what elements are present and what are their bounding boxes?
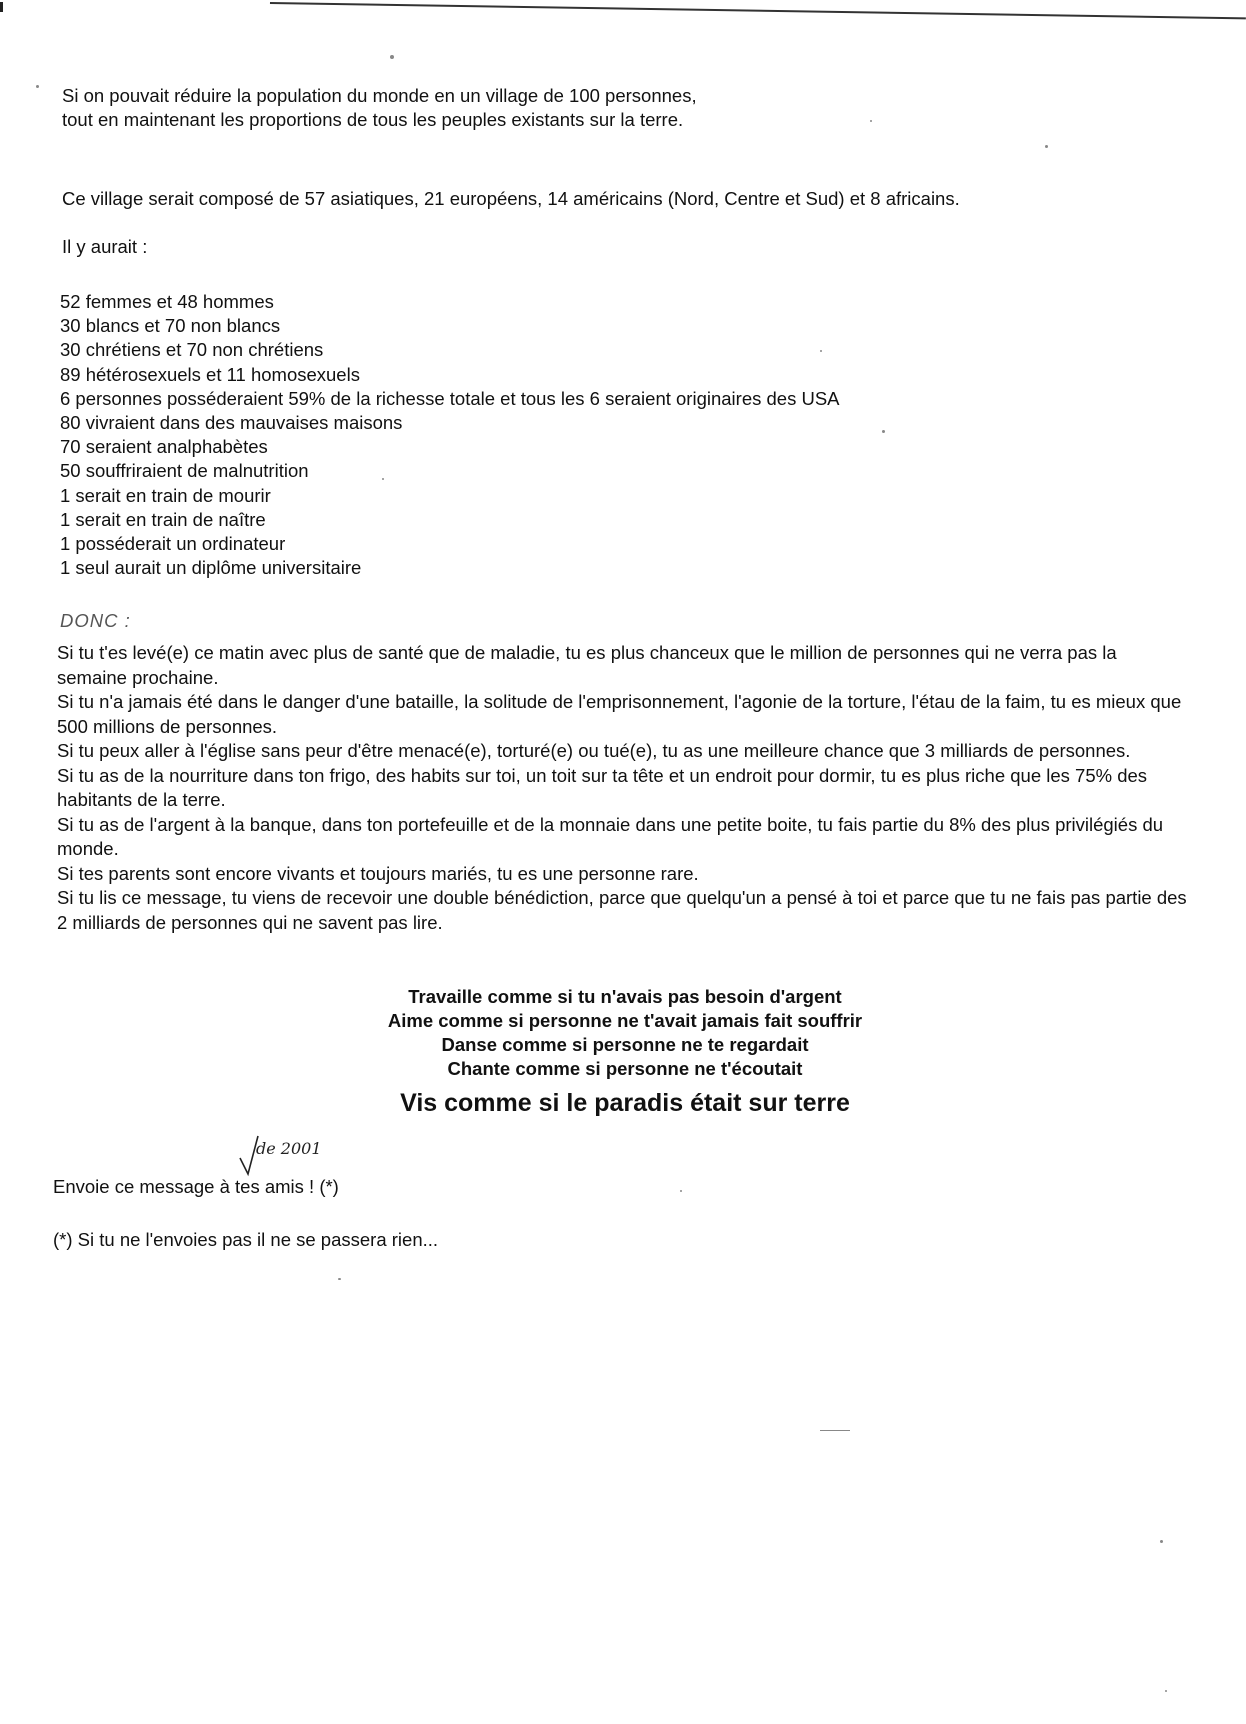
handwritten-note-text: de 2001 bbox=[256, 1139, 322, 1158]
scan-speck bbox=[820, 1430, 850, 1431]
intro-line-2: tout en maintenant les proportions de tous les peuples existants sur la terre. bbox=[62, 109, 684, 130]
motto-line: Chante comme si personne ne t'écoutait bbox=[447, 1058, 803, 1079]
il-y-aurait-heading: Il y aurait : bbox=[62, 236, 148, 257]
scan-speck bbox=[390, 55, 394, 59]
donc-paragraph: Si tu t'es levé(e) ce matin avec plus de santé que de maladie, tu es plus chanceux que le million de personnes qui ne verra pas la semaine prochaine. bbox=[57, 642, 1117, 688]
mottos-block bbox=[300, 985, 950, 1081]
stat-line: 89 hétérosexuels et 11 homosexuels bbox=[60, 363, 360, 385]
donc-paragraph: Si tu lis ce message, tu viens de recevoir une double bénédiction, parce que quelqu'un a pensé à toi et parce que tu ne fais pas partie des 2 milliards de personnes qui ne savent pas lire. bbox=[57, 887, 1187, 933]
stat-line: 80 vivraient dans des mauvaises maisons bbox=[60, 411, 403, 433]
motto-line: Danse comme si personne ne te regardait bbox=[441, 1034, 809, 1055]
donc-paragraph: Si tu as de l'argent à la banque, dans ton portefeuille et de la monnaie dans une petite boite, tu fais partie du 8% des plus privilégiés du monde. bbox=[57, 813, 1164, 859]
scan-speck bbox=[338, 1278, 341, 1280]
scan-speck bbox=[36, 85, 39, 88]
intro-paragraph bbox=[62, 84, 697, 132]
stat-line: 30 chrétiens et 70 non chrétiens bbox=[60, 339, 324, 361]
stat-line: 1 serait en train de naître bbox=[60, 508, 266, 530]
donc-paragraphs bbox=[57, 641, 1187, 935]
motto-line: Aime comme si personne ne t'avait jamais fait souffrir bbox=[387, 1010, 863, 1031]
scan-speck bbox=[882, 430, 885, 433]
donc-paragraph: Si tu peux aller à l'église sans peur d'être menacé(e), torturé(e) ou tué(e), tu as une meilleure chance que 3 milliards de personnes. bbox=[57, 740, 1131, 761]
stat-line: 52 femmes et 48 hommes bbox=[60, 291, 274, 312]
scan-speck bbox=[820, 350, 822, 352]
stat-line: 1 posséderait un ordinateur bbox=[60, 532, 286, 554]
scan-speck bbox=[870, 120, 872, 122]
donc-paragraph: Si tu as de la nourriture dans ton frigo, des habits sur toi, un toit sur ta tête et un endroit pour dormir, tu es plus riche que les 75% des habitants de la terre. bbox=[57, 764, 1148, 810]
donc-paragraph: Si tes parents sont encore vivants et toujours mariés, tu es une personne rare. bbox=[57, 862, 699, 884]
stat-line: 6 personnes posséderaient 59% de la richesse totale et tous les 6 seraient originaires des USA bbox=[60, 387, 840, 409]
motto-line: Travaille comme si tu n'avais pas besoin d'argent bbox=[408, 986, 842, 1007]
scan-speck bbox=[1165, 1690, 1167, 1692]
donc-heading: DONC : bbox=[60, 610, 131, 631]
statistics-list bbox=[60, 290, 840, 580]
stat-line: 30 blancs et 70 non blancs bbox=[60, 315, 281, 337]
stat-line: 1 serait en train de mourir bbox=[60, 484, 271, 506]
handwritten-annotation bbox=[238, 1130, 348, 1180]
scan-speck bbox=[680, 1190, 682, 1192]
stat-line: 50 souffriraient de malnutrition bbox=[60, 460, 309, 482]
final-motto: Vis comme si le paradis était sur terre bbox=[400, 1089, 850, 1117]
scan-edge-line bbox=[270, 2, 1246, 19]
scan-edge-mark bbox=[0, 2, 3, 12]
intro-line-1: Si on pouvait réduire la population du monde en un village de 100 personnes, bbox=[62, 85, 697, 106]
stat-line: 70 seraient analphabètes bbox=[60, 436, 268, 458]
donc-paragraph: Si tu n'a jamais été dans le danger d'une bataille, la solitude de l'emprisonnement, l'agonie de la torture, l'étau de la faim, tu es mieux que 500 millions de personnes. bbox=[57, 691, 1182, 737]
stat-line: 1 seul aurait un diplôme universitaire bbox=[60, 557, 362, 579]
scan-speck bbox=[382, 478, 384, 480]
send-message-line: Envoie ce message à tes amis ! (*) bbox=[53, 1176, 339, 1197]
scan-speck bbox=[1160, 1540, 1163, 1543]
scan-speck bbox=[1045, 145, 1048, 148]
footnote: (*) Si tu ne l'envoies pas il ne se passera rien... bbox=[53, 1229, 439, 1250]
village-composition: Ce village serait composé de 57 asiatiques, 21 européens, 14 américains (Nord, Centre et Sud) et 8 africains. bbox=[62, 188, 960, 209]
